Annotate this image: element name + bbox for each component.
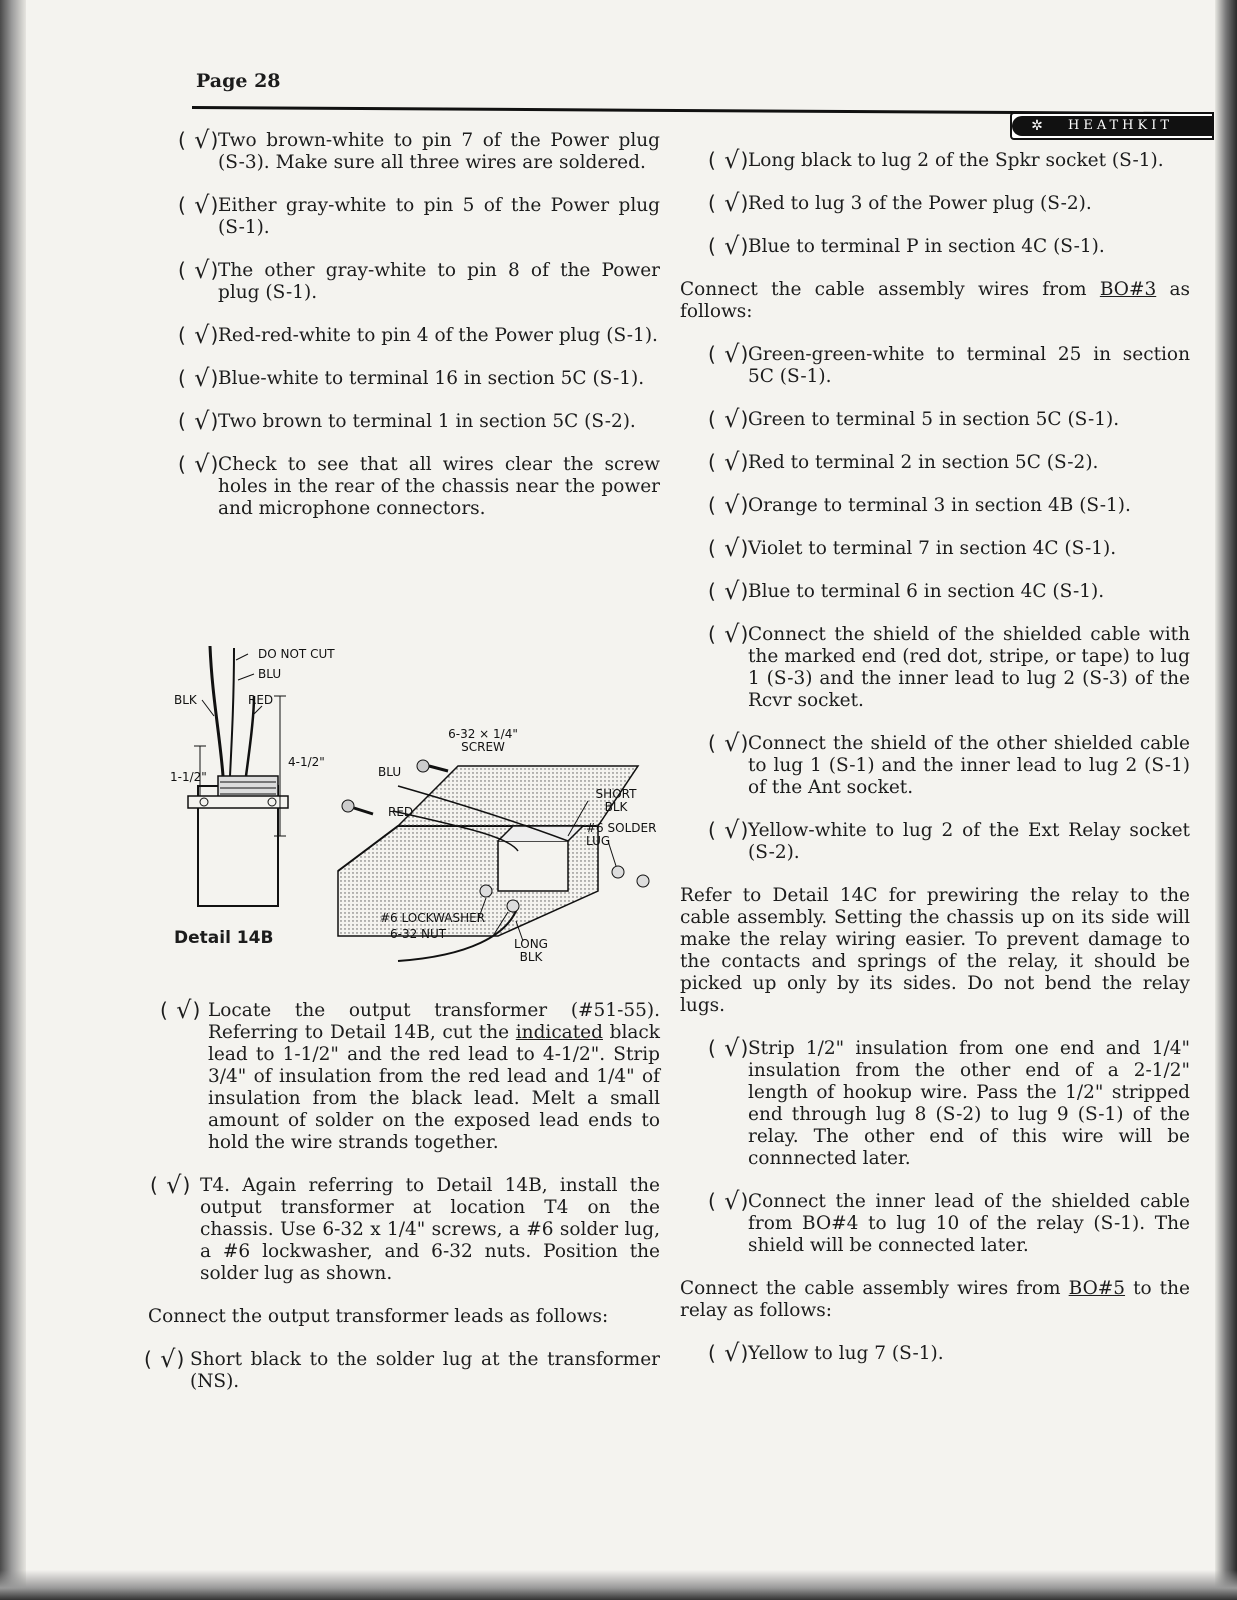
lockwasher-icon — [480, 885, 492, 897]
step-item — [680, 448, 1190, 476]
step-item — [150, 407, 660, 435]
step-text: Two brown-white to pin 7 of the Power plug (S-3). Make sure all three wires are soldered. — [218, 130, 660, 173]
step-item — [680, 577, 1190, 605]
label-long-blk: LONG BLK — [514, 937, 548, 964]
underlined-word: BO#3 — [1099, 279, 1157, 300]
step-text: Long black to lug 2 of the Spkr socket (S-1). — [748, 150, 1164, 171]
step-item — [150, 191, 660, 239]
step-item — [150, 1171, 660, 1285]
step-item — [150, 256, 660, 304]
step-checkbox[interactable]: ( √) — [708, 1339, 750, 1367]
step-text: Red to terminal 2 in section 5C (S-2). — [748, 452, 1099, 473]
step-checkbox[interactable]: ( √) — [178, 126, 220, 154]
step-checkbox[interactable]: ( √) — [708, 816, 750, 844]
step-item — [680, 534, 1190, 562]
red-lead — [246, 696, 254, 776]
step-item — [150, 450, 660, 520]
step-text: Red to lug 3 of the Power plug (S-2). — [748, 193, 1092, 214]
step-checkbox[interactable]: ( √) — [708, 448, 750, 476]
step-checkbox[interactable]: ( √) — [708, 146, 750, 174]
step-text: Short black to the solder lug at the transformer (NS). — [190, 1349, 660, 1392]
step-item — [680, 491, 1190, 519]
step-item — [680, 1339, 1190, 1367]
step-checkbox[interactable]: ( √) — [178, 407, 220, 435]
section-intro: Connect the output transformer leads as follows: — [148, 1306, 609, 1327]
label-red: RED — [388, 805, 414, 819]
step-checkbox[interactable]: ( √) — [144, 1345, 186, 1373]
step-text: Either gray-white to pin 5 of the Power plug (S-1). — [218, 195, 660, 238]
step-checkbox[interactable]: ( √) — [708, 577, 750, 605]
left-column — [150, 126, 660, 541]
label-lockwasher: #6 LOCKWASHER — [380, 911, 486, 925]
page-edge-shadow-bottom — [0, 1570, 1237, 1600]
label-red-top: RED — [248, 693, 274, 707]
step-checkbox[interactable]: ( √) — [708, 189, 750, 217]
step-checkbox[interactable]: ( √) — [708, 491, 750, 519]
step-text: Blue to terminal P in section 4C (S-1). — [748, 236, 1105, 257]
step-text: Blue to terminal 6 in section 4C (S-1). — [748, 581, 1105, 602]
blue-lead — [230, 648, 234, 776]
heathkit-logo — [1010, 112, 1214, 140]
label-dim-4-1-2: 4-1/2" — [288, 755, 325, 769]
step-item — [680, 405, 1190, 433]
page-edge-shadow-right — [1215, 0, 1237, 1600]
label-blu-top: BLU — [258, 667, 282, 681]
step-checkbox[interactable]: ( √) — [708, 620, 750, 648]
step-text: Two brown to terminal 1 in section 5C (S-2). — [218, 411, 636, 432]
step-text: Green-green-white to terminal 25 in section 5C (S-1). — [748, 344, 1190, 387]
step-text: Connect the shield of the other shielded cable to lug 1 (S-1) and the inner lead to lug 2 (S-1) of the Ant socket. — [748, 733, 1190, 798]
step-text: Check to see that all wires clear the screw holes in the rear of the chassis near the power and microphone connectors. — [218, 454, 660, 519]
label-do-not-cut: DO NOT CUT — [258, 647, 335, 661]
step-checkbox[interactable]: ( √) — [708, 1034, 750, 1062]
section-intro-bo3: Connect the cable assembly wires from BO#3 as follows: — [680, 279, 1190, 322]
step-item — [680, 816, 1190, 864]
step-item — [680, 729, 1190, 799]
step-item — [150, 364, 660, 392]
step-checkbox[interactable]: ( √) — [708, 534, 750, 562]
label-blu: BLU — [378, 765, 402, 779]
step-item — [680, 232, 1190, 260]
nut-icon — [637, 875, 649, 887]
screw-icon — [417, 760, 429, 772]
left-column-lower — [144, 996, 660, 1414]
label-screw: 6-32 × 1/4" SCREW — [448, 727, 518, 754]
step-item — [150, 996, 660, 1154]
right-column — [680, 146, 1190, 1386]
step-item — [680, 1187, 1190, 1257]
section-intro-bo5: Connect the cable assembly wires from BO#5 to the relay as follows: — [680, 1278, 1190, 1321]
step-item — [150, 321, 660, 349]
detail-14b-figure — [168, 636, 673, 976]
step-text: Orange to terminal 3 in section 4B (S-1). — [748, 495, 1131, 516]
step-text: Green to terminal 5 in section 5C (S-1). — [748, 409, 1120, 430]
step-checkbox[interactable]: ( √) — [178, 364, 220, 392]
step-text: Red-red-white to pin 4 of the Power plug (S-1). — [218, 325, 658, 346]
black-lead — [210, 646, 223, 776]
step-text: Yellow-white to lug 2 of the Ext Relay socket (S-2). — [748, 820, 1190, 863]
step-item — [680, 146, 1190, 174]
step-text: T4. Again referring to Detail 14B, install the output transformer at location T4 on the chassis. Use 6-32 x 1/4" screws, a #6 solder lug, a #6 lockwasher, and 6-32 nuts. Position the solder lug as shown. — [200, 1175, 660, 1284]
step-text: Locate the output transformer (#51-55). Referring to Detail 14B, cut the indicated black lead to 1-1/2" and the red lead to 4-1/2". Strip 3/4" of insulation from the red lead and 1/4" of insulation from the black lead. Melt a small amount of solder on the exposed lead ends to hold the wire strands together. — [208, 1000, 660, 1153]
step-checkbox[interactable]: ( √) — [150, 1171, 192, 1199]
label-solder-lug: #6 SOLDER LUG — [586, 821, 657, 848]
relay-instructions: Refer to Detail 14C for prewiring the relay to the cable assembly. Setting the chassis up on its side will make the relay wiring easier. To prevent damage to the contacts and springs of the relay, it should be picked up only by its sides. Do not bend the relay lugs. — [680, 885, 1190, 1016]
step-checkbox[interactable]: ( √) — [708, 232, 750, 260]
figure-caption: Detail 14B — [174, 928, 274, 948]
brand-emblem-icon: ✲ — [1012, 116, 1062, 136]
step-checkbox[interactable]: ( √) — [160, 996, 202, 1024]
step-item — [680, 620, 1190, 712]
step-checkbox[interactable]: ( √) — [178, 256, 220, 284]
step-checkbox[interactable]: ( √) — [708, 1187, 750, 1215]
label-blk: BLK — [174, 693, 197, 707]
page-number: Page 28 — [196, 70, 281, 92]
page-edge-shadow-left — [0, 0, 26, 1600]
label-dim-1-1-2: 1-1/2" — [170, 770, 207, 784]
step-text: Strip 1/2" insulation from one end and 1/4" insulation from the other end of a 2-1/2" length of hookup wire. Pass the 1/2" stripped end through lug 8 (S-2) to lug 9 (S-1) of the relay. The other end of this wire will be connnected later. — [748, 1038, 1190, 1169]
underlined-word: indicated — [515, 1022, 603, 1043]
step-text: Yellow to lug 7 (S-1). — [748, 1343, 944, 1364]
step-item — [680, 340, 1190, 388]
step-text: The other gray-white to pin 8 of the Power plug (S-1). — [218, 260, 660, 303]
label-nut: 6-32 NUT — [390, 927, 447, 941]
underlined-word: BO#5 — [1068, 1278, 1126, 1299]
step-checkbox[interactable]: ( √) — [178, 450, 220, 478]
label-short-blk: SHORT BLK — [595, 787, 637, 814]
step-item — [680, 1034, 1190, 1170]
step-item — [680, 189, 1190, 217]
step-text: Violet to terminal 7 in section 4C (S-1). — [748, 538, 1117, 559]
step-checkbox[interactable]: ( √) — [178, 321, 220, 349]
step-checkbox[interactable]: ( √) — [178, 191, 220, 219]
solder-lug-icon — [612, 866, 624, 878]
step-text: Blue-white to terminal 16 in section 5C (S-1). — [218, 368, 645, 389]
step-checkbox[interactable]: ( √) — [708, 729, 750, 757]
step-text: Connect the shield of the shielded cable with the marked end (red dot, stripe, or tape) to lug 1 (S-3) and the inner lead to lug 2 (S-3) of the Rcvr socket. — [748, 624, 1190, 711]
step-text: Connect the inner lead of the shielded cable from BO#4 to lug 10 of the relay (S-1). The shield will be connected later. — [748, 1191, 1190, 1256]
step-checkbox[interactable]: ( √) — [708, 340, 750, 368]
step-item — [150, 126, 660, 174]
brand-name: HEATHKIT — [1062, 116, 1212, 136]
mounted-transformer — [498, 841, 568, 891]
step-item — [144, 1345, 660, 1393]
step-checkbox[interactable]: ( √) — [708, 405, 750, 433]
